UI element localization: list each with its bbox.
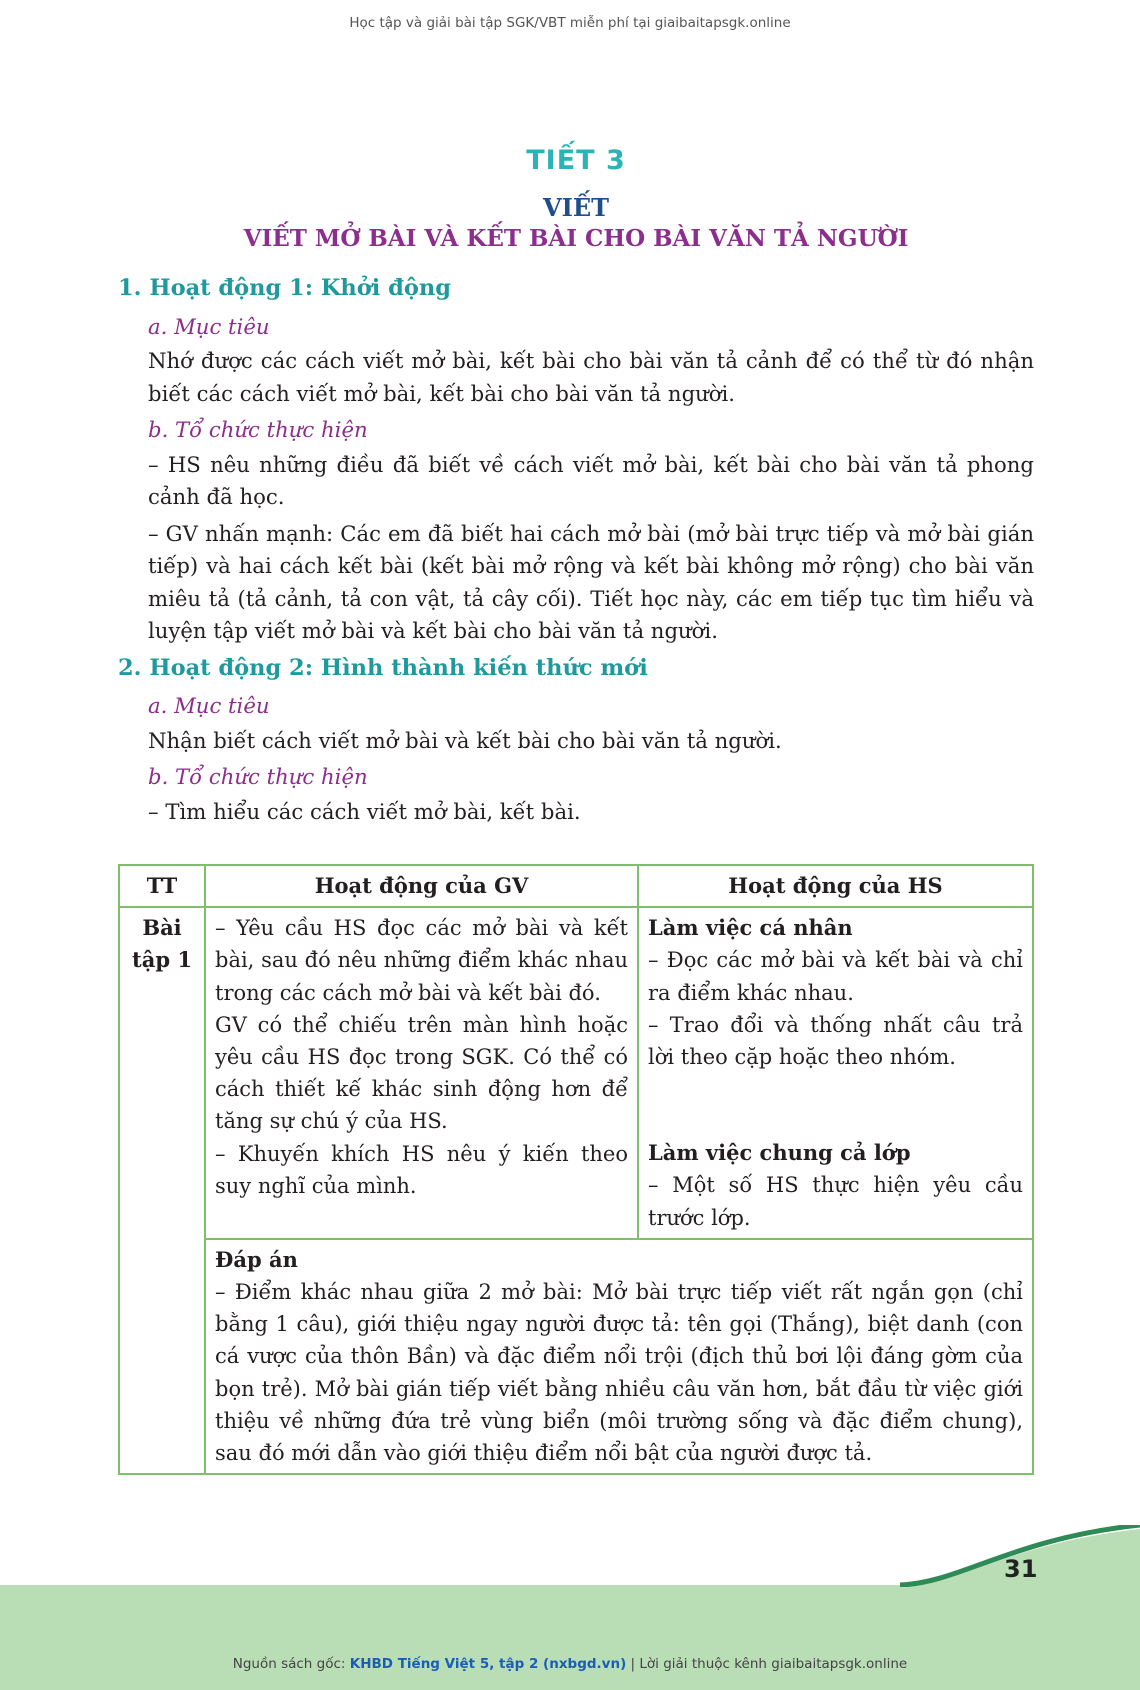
hs-activity-p3: – Một số HS thực hiện yêu cầu trước lớp.	[648, 1173, 1023, 1230]
activity1-org-label: b. Tổ chức thực hiện	[148, 417, 368, 442]
exercise-label: Bài tập 1	[119, 907, 205, 1474]
table-header-tt: TT	[119, 865, 205, 907]
table-header-gv: Hoạt động của GV	[205, 865, 638, 907]
activity1-org-p2: – GV nhấn mạnh: Các em đã biết hai cách mở bài (mở bài trực tiếp và mở bài gián tiếp) và hai cách kết bài (kết bài mở rộng và kết bài không mở rộng) cho bài văn miêu tả (tả cảnh, tả con vật, tả cây cối). Tiết học này, các em tiếp tục tìm hiểu và luyện tập viết mở bài và kết bài cho bài văn tả người.	[148, 520, 1034, 643]
table-header-hs: Hoạt động của HS	[638, 865, 1033, 907]
activity1-goal-label: a. Mục tiêu	[148, 313, 270, 339]
gv-activity-cell	[205, 907, 638, 1239]
lesson-title: TIẾT 3	[526, 145, 626, 176]
table-row	[119, 1239, 1033, 1474]
lesson-subtitle: VIẾT MỞ BÀI VÀ KẾT BÀI CHO BÀI VĂN TẢ NGƯỜI	[243, 225, 909, 252]
gv-activity-p2: GV có thể chiếu trên màn hình hoặc yêu cầu HS đọc trong SGK. Có thể có cách thiết kế khác sinh động hơn để tăng sự chú ý của HS.	[215, 1012, 628, 1134]
activity1-goal-text: Nhớ được các cách viết mở bài, kết bài cho bài văn tả cảnh để có thể từ đó nhận biết các cách viết mở bài, kết bài cho bài văn tả người.	[148, 348, 1034, 406]
activity2-goal-text: Nhận biết cách viết mở bài và kết bài cho bài văn tả người.	[148, 727, 782, 753]
table-row	[119, 907, 1033, 1239]
hs-individual-label: Làm việc cá nhân	[648, 915, 853, 941]
hs-activity-p1: – Đọc các mở bài và kết bài và chỉ ra điểm khác nhau.	[648, 948, 1023, 1005]
activity1-org-p1: – HS nêu những điều đã biết về cách viết mở bài, kết bài cho bài văn tả phong cảnh đã học.	[148, 451, 1034, 509]
page-number: 31	[1004, 1555, 1038, 1583]
answer-label: Đáp án	[215, 1246, 298, 1272]
hs-class-label: Làm việc chung cả lớp	[648, 1140, 911, 1166]
answer-text: – Điểm khác nhau giữa 2 mở bài: Mở bài trực tiếp viết rất ngắn gọn (chỉ bằng 1 câu), giới thiệu ngay người được tả: tên gọi (Thắng), biệt danh (con cá vược của thôn Bần) và đặc điểm nổi trội (địch thủ bơi lội đáng gờm của bọn trẻ). Mở bài gián tiếp viết bằng nhiều câu văn hơn, bắt đầu từ việc giới thiệu về những đứa trẻ vùng biển (môi trường sống và đặc điểm chung), sau đó mới dẫn vào giới thiệu điểm nổi bật của người được tả.	[215, 1280, 1023, 1466]
top-note: Học tập và giải bài tập SGK/VBT miễn phí tại giaibaitapsgk.online	[349, 15, 791, 31]
lesson-content	[118, 272, 1034, 832]
hs-activity-p2: – Trao đổi và thống nhất câu trả lời theo cặp hoặc theo nhóm.	[648, 1012, 1023, 1070]
hs-activity-cell	[638, 907, 1033, 1239]
gv-activity-p3: – Khuyến khích HS nêu ý kiến theo suy nghĩ của mình.	[215, 1141, 628, 1198]
activity-table	[118, 864, 1034, 1475]
activity2-heading: 2. Hoạt động 2: Hình thành kiến thức mới	[118, 654, 648, 681]
gv-activity-p1: – Yêu cầu HS đọc các mở bài và kết bài, sau đó nêu những điểm khác nhau trong các cách mở bài và kết bài đó.	[215, 916, 628, 1005]
source-book-link[interactable]: KHBD Tiếng Việt 5, tập 2 (nxbgd.vn)	[349, 1656, 627, 1672]
activity2-org-label: b. Tổ chức thực hiện	[148, 764, 368, 789]
activity2-org-p1: – Tìm hiểu các cách viết mở bài, kết bài.	[148, 798, 581, 824]
source-suffix: | Lời giải thuộc kênh giaibaitapsgk.online	[626, 1656, 908, 1672]
source-prefix: Nguồn sách gốc:	[232, 1656, 350, 1672]
table-header-row	[119, 865, 1033, 907]
section-title: VIẾT	[543, 193, 609, 222]
hs-spacer	[648, 1073, 1023, 1137]
activity2-goal-label: a. Mục tiêu	[148, 693, 270, 718]
activity1-heading: 1. Hoạt động 1: Khởi động	[118, 275, 451, 301]
answer-cell	[205, 1239, 1033, 1474]
footer-band	[0, 1585, 1140, 1690]
bottom-note	[0, 1656, 1140, 1672]
